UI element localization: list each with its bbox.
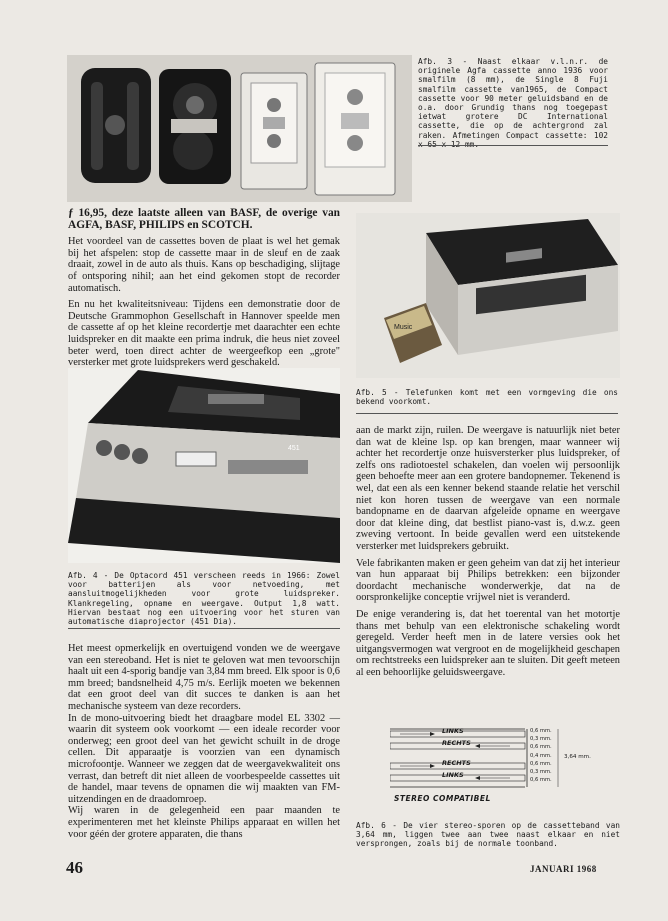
dimension-label: 0,3 mm. bbox=[530, 736, 552, 743]
dimension-label: 0,4 mm. bbox=[530, 752, 552, 759]
dimension-list bbox=[530, 727, 552, 784]
track-label: RECHTS bbox=[442, 739, 471, 747]
caption-afb6: Afb. 6 - De vier stereo-sporen op de cassetteband van 3,64 mm, liggen twee aan twee naast elkaar en niet versprongen, zoals bij de normale toonband. bbox=[356, 821, 620, 849]
caption-afb4: Afb. 4 - De Optacord 451 verscheen reeds in 1966: Zowel voor batterijen als voor netvoeding, met aansluitmogelijkheden voor grote luidspreker. Klankregeling, opname en weergave. Output 1,8 watt. Hiervan bestaat nog een uitvoering voor het sturen van automatische diaprojector (451 Dia). bbox=[68, 571, 340, 627]
svg-text:Music: Music bbox=[394, 324, 413, 331]
caption-rule bbox=[356, 413, 618, 414]
caption-rule bbox=[68, 628, 340, 629]
paragraph: En nu het kwaliteitsniveau: Tijdens een demonstratie door de Deutsche Grammophon Gesellschaft in Hannover speelde men de cassette af op het kleine recordertje met daarachter een echte luidspreker en dit maakte een prima indruk, die heus niet zoveel beter werd, toen direct achter de weergeefkop een „grote" versterker met grote luidsprekers werd geschakeld. bbox=[68, 299, 340, 369]
text-column-right bbox=[356, 425, 620, 683]
optacord-photo bbox=[68, 368, 340, 563]
paragraph: De enige verandering is, dat het toerental van het motortje thans met behulp van een elektronische schakeling wordt geregeld. Verder heeft men in de latere versies ook het uitgangsvermogen wat vergroot en de mogelijkheid geschapen om rechtstreeks een luidspreker aan te sluiten. Dit geeft meteen al een behoorlijke geluidsweergave. bbox=[356, 608, 620, 678]
dimension-label: 0,3 mm. bbox=[530, 769, 552, 776]
page-number: 46 bbox=[66, 858, 83, 877]
paragraph: aan de markt zijn, ruilen. De weergave is natuurlijk niet beter dan wat de kleine lsp. op kan brengen, maar wanneer wij achter het recordertje onze huisversterker plus luidspreker, of zelfs ons radiotoestel schakelen, dan voelen wij persoonlijk geen behoefte meer aan een grotere bandopnemer. Tekenend is wel, dat een als een kenner bekend staande relatie het verschil niet kon horen tussen de weergave van een normale bandopname en de daarvan afgeleide opname en weergave door dat kleine ding, dat bestlist piano-vast is, d.w.z. geen zweving vertoont. In beide gevallen werd een uitstekende versterker met luidsprekers gebruikt. bbox=[356, 425, 620, 552]
dimension-total: 3,64 mm. bbox=[564, 754, 591, 760]
paragraph: Wij waren in de gelegenheid een paar maanden te experimenteren met het kleinste Philips apparaat en willen het voor géén der grotere apparaten, die thans bbox=[68, 805, 340, 840]
dimension-label: 0,6 mm. bbox=[530, 760, 552, 767]
telefunken-photo bbox=[356, 213, 620, 378]
paragraph: Het voordeel van de cassettes boven de plaat is wel het gemak bij het afspelen: stop de cassette maar in de sleuf en de zaak draait, zowel in de auto als thuis. Kans op beschadiging, slijtage of ontsporing nihil; aan het eind gekomen stopt de recorder automatisch. bbox=[68, 236, 340, 294]
paragraph: In de mono-uitvoering biedt het draagbare model EL 3302 — waarin dit systeem ook voorkomt — een ideale recorder voor onderweg; een groot deel van het gewicht schuilt in de droge cellen. Dit apparaatje is voorzien van een dynamisch microfoontje. Wanneer we zeggen dat de weergavekwaliteit ons verrast, dan betreft dit niet alleen de voorbespeelde cassettes uit de handel, maar tevens de opnamen die wij maakten van FM-uitzendingen en de draadomroep. bbox=[68, 712, 340, 805]
text-column-left-top bbox=[68, 208, 340, 374]
paragraph: ƒ 16,95, deze laatste alleen van BASF, de overige van AGFA, BASF, PHILIPS en SCOTCH. bbox=[68, 207, 340, 231]
svg-text:451: 451 bbox=[288, 445, 300, 452]
dimension-label: 0,6 mm. bbox=[530, 728, 552, 734]
paragraph: Vele fabrikanten maken er geen geheim van dat zij het interieur van hun apparaat bij Philips betrekken: een bijzonder doordacht mechanische wonderwerkje, dat na de oorspronkelijke conceptie vrijwel niet is veranderd. bbox=[356, 557, 620, 604]
stereo-track-diagram bbox=[390, 727, 620, 805]
diagram-title: STEREO COMPATIBEL bbox=[394, 794, 491, 803]
text-column-left-bottom bbox=[68, 643, 340, 840]
dimension-label: 0,6 mm. bbox=[530, 744, 552, 751]
paragraph: Het meest opmerkelijk en overtuigend vonden we de weergave van een stereoband. Het is niet te geloven wat men tevoorschijn haalt uit een 4-sporig bandje van 3,84 mm breed. Elk spoor is 0,6 mm breed; bandsnelheid 4,75 m/s. Eerlijk moeten we bekennen dat een groot deel van dit succes te danken is aan het mechanische systeem van deze recorders. bbox=[68, 643, 340, 712]
dimension-label: 0,6 mm. bbox=[530, 777, 552, 784]
caption-afb3: Afb. 3 - Naast elkaar v.l.n.r. de originele Agfa cassette anno 1936 voor smalfilm (8 mm), de Single 8 Fuji smalfilm cassette van1965, de Compact cassette voor 90 meter geluidsband en de o.a. door Grundig thans nog toegepast ietwat grotere DC International cassette, die op de achtergrond zal raken. Afmetingen Compact cassette: 102 x 65 x 12 mm. bbox=[418, 57, 608, 149]
track-label: LINKS bbox=[442, 727, 464, 735]
issue-date: JANUARI 1968 bbox=[530, 864, 597, 874]
track-label: RECHTS bbox=[442, 759, 471, 767]
cassettes-photo bbox=[67, 55, 412, 202]
track-label: LINKS bbox=[442, 771, 464, 779]
caption-rule bbox=[418, 145, 608, 146]
caption-afb5: Afb. 5 - Telefunken komt met een vormgeving die ons bekend voorkomt. bbox=[356, 388, 618, 407]
